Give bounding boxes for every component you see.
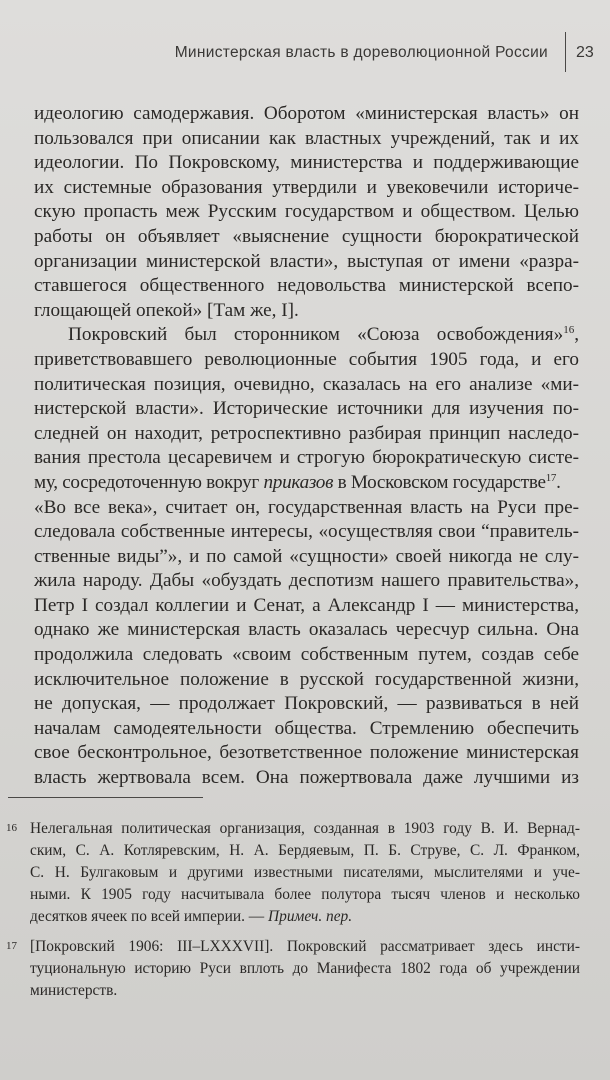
text-line: следней он находит, ретроспективно разбирая принцип наследо- — [34, 422, 579, 444]
footnote-ref-16: 16 — [563, 324, 575, 337]
text-line-content: му, сосредоточенную вокруг — [34, 471, 264, 493]
text-line: скую пропасть меж Русским государством и обществом. Целью — [34, 201, 579, 223]
text-line: однако же министерская власть оказалась чересчур сильна. Она — [34, 619, 579, 641]
text-line: власть жертвовала всем. Она пожертвовала даже лучшими из — [34, 767, 579, 789]
footnote-line: С. Н. Булгаковым и другими известными писателями, мыслителями и уче- — [30, 864, 580, 881]
period: . — [556, 471, 561, 493]
text-line: жила народу. Дабы «обуздать деспотизм нашего правительства», — [34, 570, 579, 592]
footnote-line: [Покровский 1906: III–LXXXVII]. Покровский рассматривает здесь инсти- — [30, 938, 580, 955]
main-text — [34, 102, 579, 791]
text-line: следовала собственные интересы, «осуществляя свои “правитель- — [34, 521, 579, 543]
italic-word: приказов — [263, 471, 334, 493]
text-line-content: Покровский был сторонником «Союза освобождения» — [68, 324, 564, 346]
footnote-number: 17 — [6, 940, 17, 952]
comma: , — [574, 324, 579, 346]
text-line-with-italic — [34, 471, 579, 496]
text-line: приветствовавшего революционные события 1905 года, и его — [34, 348, 579, 370]
text-line: вания престола цесаревичем и строгую бюрократическую систе- — [34, 447, 579, 469]
text-line: идеологию самодержавия. Оборотом «министерская власть» он — [34, 103, 579, 124]
text-line: идеологии. По Покровскому, министерства и поддерживающие — [34, 152, 579, 174]
text-line: политическая позиция, очевидно, сказалась на его анализе «ми- — [34, 373, 579, 395]
running-head-title: Министерская власть в дореволюционной России — [174, 44, 548, 61]
text-line: продолжила следовать «своим собственным путем, создав себе — [34, 644, 579, 666]
text-line: не допуская, — продолжает Покровский, — развиваться в ней — [34, 693, 579, 715]
footnote-ref-17: 17 — [545, 471, 557, 484]
footnote-line: туциональную историю Руси вплоть до Манифеста 1802 года об учреждении — [30, 960, 580, 977]
text-line: ственные виды”», и по самой «сущности» своей никогда не слу- — [34, 545, 579, 567]
text-line: глощающей опекой» [Там же, I]. — [34, 299, 299, 321]
footnote-line: ными. К 1905 году насчитывала более полутора тысяч членов и несколько — [30, 886, 580, 903]
text-line: «Во все века», считает он, государственная власть на Руси пре- — [34, 496, 579, 518]
text-line: свое бесконтрольное, безответственное положение министерская — [34, 742, 579, 764]
running-head-divider — [565, 32, 566, 72]
footnote-separator — [8, 797, 203, 798]
footnote-line-content: десятков ячеек по всей империи. — — [30, 908, 269, 925]
text-line: организации министерской власти», выступая от имени «разра- — [34, 250, 579, 272]
text-line: исключительное положение в русской государственной жизни, — [34, 668, 579, 690]
footnote-line: ским, С. А. Котляревским, Н. А. Бердяевым, П. Б. Струве, С. Л. Франком, — [30, 842, 580, 859]
text-line-paragraph-start — [34, 323, 579, 348]
text-line: нистерской власти». Исторические источники для изучения по- — [34, 398, 579, 420]
footnote-italic: Примеч. пер. — [268, 908, 353, 925]
footnote-number: 16 — [6, 822, 17, 834]
page-number: 23 — [576, 44, 594, 61]
footnote-line: Нелегальная политическая организация, созданная в 1903 году В. И. Вернад- — [30, 820, 580, 837]
text-line: ставшегося общественного недовольства министерской всепо- — [34, 275, 579, 297]
running-head — [0, 42, 610, 72]
text-line: их системные образования утвердили и увековечили историче- — [34, 176, 579, 198]
text-line: Петр I создал коллегии и Сенат, а Александр I — министерства, — [34, 594, 579, 616]
text-line: началам самодеятельности общества. Стремлению обеспечить — [34, 717, 579, 739]
text-line: пользовался при описании как властных учреждений, так и их — [34, 127, 579, 149]
footnote-line — [30, 906, 580, 927]
text-line: работы он объявляет «выяснение сущности бюрократической — [34, 225, 579, 247]
text-line-content: в Московском государстве — [333, 471, 546, 493]
footnote-line: министерств. — [30, 982, 118, 999]
